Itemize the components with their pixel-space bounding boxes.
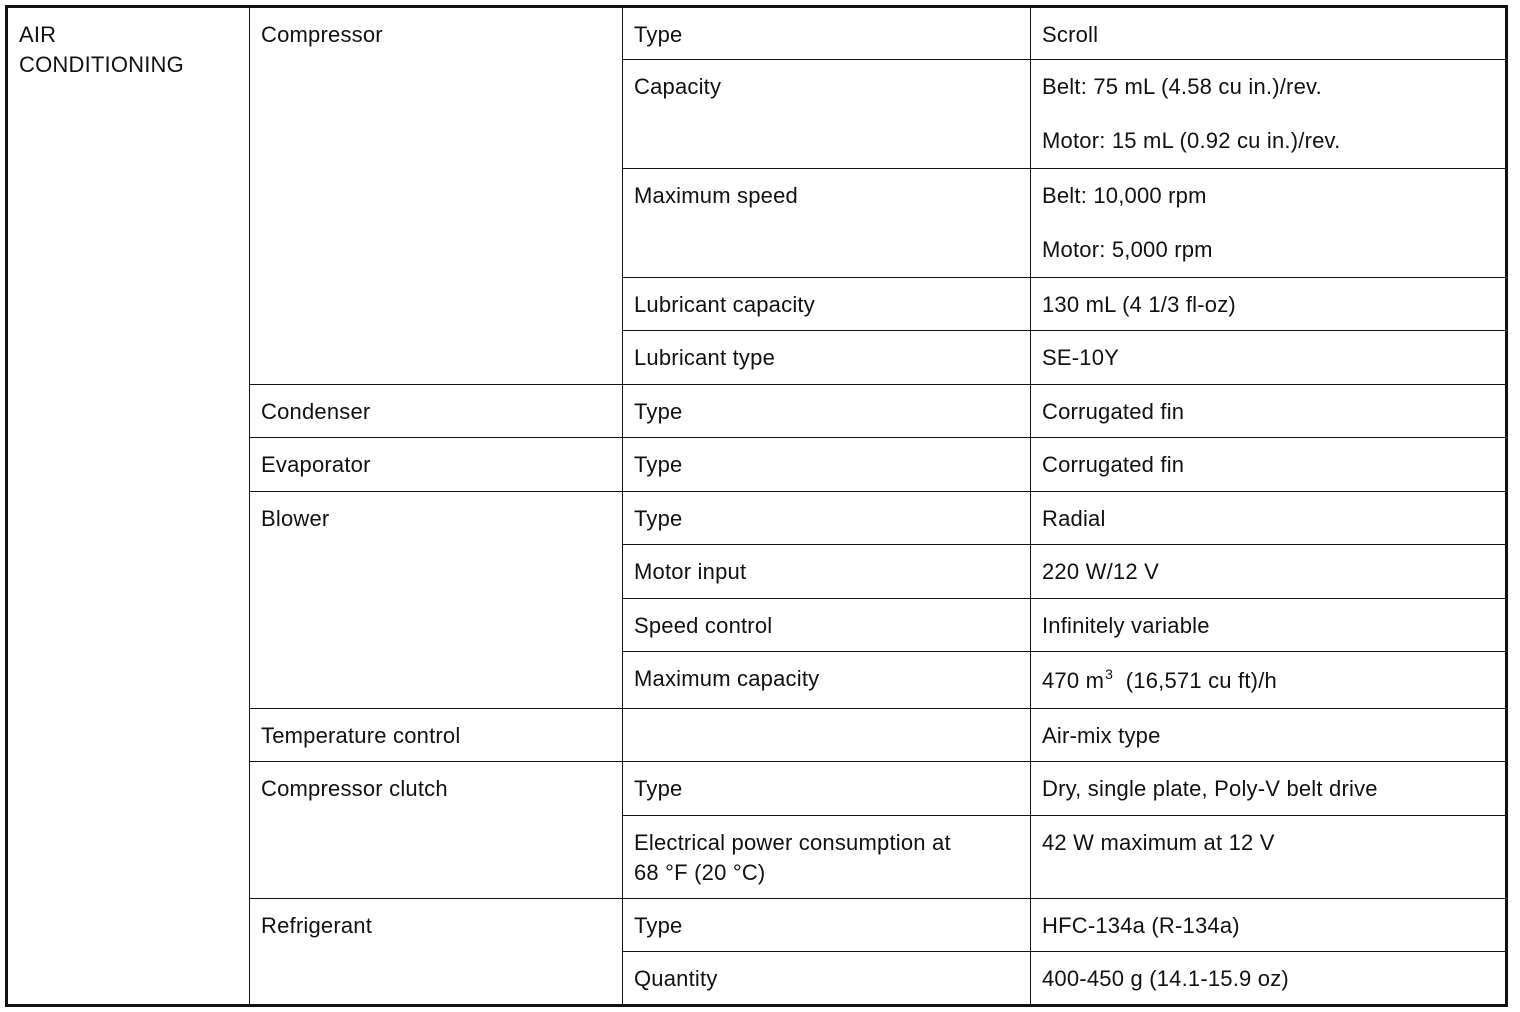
max-speed-belt: Belt: 10,000 rpm (1042, 183, 1207, 208)
compressor-capacity-value (1031, 60, 1507, 169)
clutch-type-value: Dry, single plate, Poly-V belt drive (1031, 762, 1507, 816)
section-title: AIR CONDITIONING (7, 7, 250, 1006)
refrigerant-quantity-value: 400-450 g (14.1-15.9 oz) (1031, 952, 1507, 1006)
evaporator-type-value: Corrugated fin (1031, 438, 1507, 492)
condenser-type-label: Type (623, 385, 1031, 438)
clutch-type-label: Type (623, 762, 1031, 816)
power-consumption-value: 42 W maximum at 12 V (1031, 816, 1507, 899)
speed-control-value: Infinitely variable (1031, 599, 1507, 652)
compressor-capacity-label: Capacity (623, 60, 1031, 169)
compressor-type-value: Scroll (1031, 7, 1507, 60)
refrigerant-label: Refrigerant (250, 899, 623, 1006)
evaporator-label: Evaporator (250, 438, 623, 492)
condenser-type-value: Corrugated fin (1031, 385, 1507, 438)
max-capacity-number: 470 m (1042, 668, 1105, 693)
refrigerant-type-value: HFC-134a (R-134a) (1031, 899, 1507, 952)
capacity-motor: Motor: 15 mL (0.92 cu in.)/rev. (1042, 128, 1341, 153)
blower-label: Blower (250, 492, 623, 709)
max-capacity-value (1031, 652, 1507, 709)
evaporator-type-label: Type (623, 438, 1031, 492)
compressor-clutch-label: Compressor clutch (250, 762, 623, 899)
spec-table (5, 5, 1508, 1007)
refrigerant-type-label: Type (623, 899, 1031, 952)
temperature-control-label: Temperature control (250, 709, 623, 762)
max-capacity-label: Maximum capacity (623, 652, 1031, 709)
refrigerant-quantity-label: Quantity (623, 952, 1031, 1006)
lubricant-type-value: SE-10Y (1031, 331, 1507, 385)
blower-type-value: Radial (1031, 492, 1507, 545)
temperature-control-empty (623, 709, 1031, 762)
temperature-control-value: Air-mix type (1031, 709, 1507, 762)
motor-input-value: 220 W/12 V (1031, 545, 1507, 599)
compressor-max-speed-value (1031, 169, 1507, 278)
compressor-max-speed-label: Maximum speed (623, 169, 1031, 278)
lubricant-capacity-label: Lubricant capacity (623, 278, 1031, 331)
compressor-type-label: Type (623, 7, 1031, 60)
table-row (7, 7, 1507, 60)
power-consumption-label: Electrical power consumption at 68 °F (20 °C) (623, 816, 1031, 899)
capacity-belt: Belt: 75 mL (4.58 cu in.)/rev. (1042, 74, 1322, 99)
speed-control-label: Speed control (623, 599, 1031, 652)
max-speed-motor: Motor: 5,000 rpm (1042, 237, 1213, 262)
max-capacity-imperial: (16,571 cu ft)/h (1125, 668, 1277, 693)
condenser-label: Condenser (250, 385, 623, 438)
compressor-label: Compressor (250, 7, 623, 385)
blower-type-label: Type (623, 492, 1031, 545)
motor-input-label: Motor input (623, 545, 1031, 599)
lubricant-capacity-value: 130 mL (4 1/3 fl-oz) (1031, 278, 1507, 331)
superscript: 3 (1105, 666, 1114, 682)
lubricant-type-label: Lubricant type (623, 331, 1031, 385)
